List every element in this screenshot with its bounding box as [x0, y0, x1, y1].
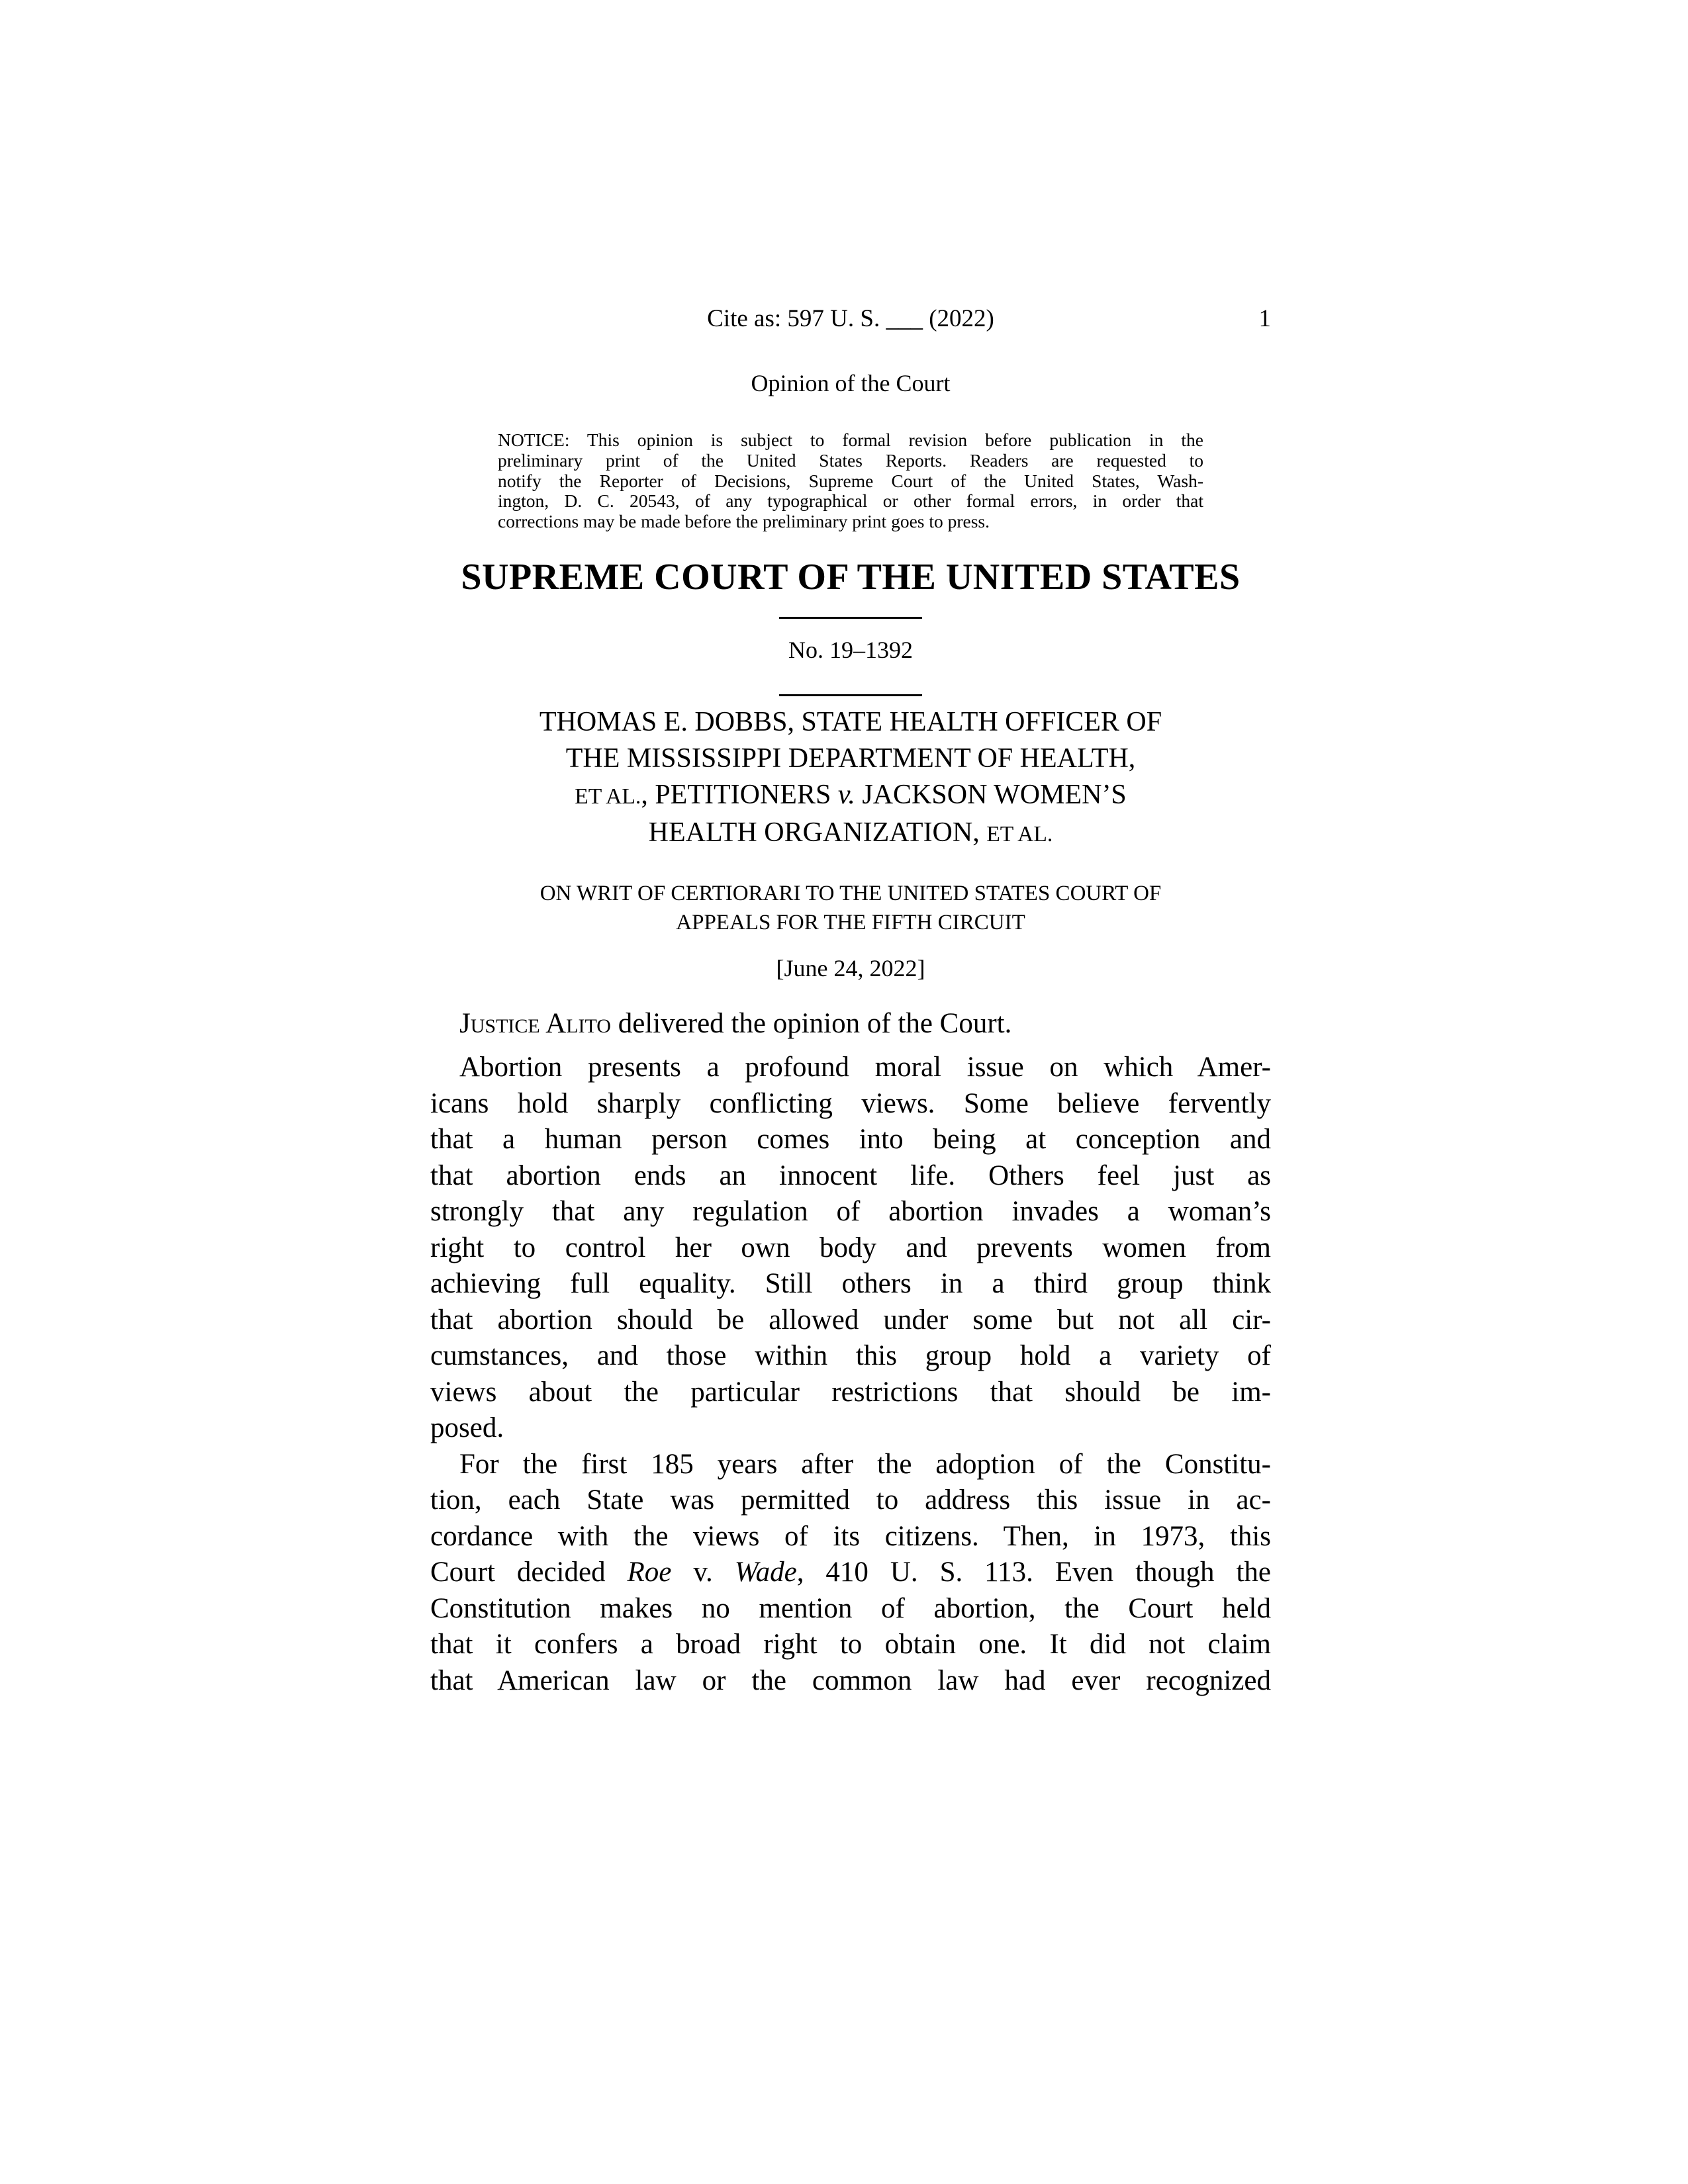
- caption-line: THE MISSISSIPPI DEPARTMENT OF HEALTH,: [565, 743, 1136, 774]
- body-line: Court decided Roe v. Wade, 410 U. S. 113. Even though the: [430, 1557, 1271, 1588]
- decision-date: [June 24, 2022]: [776, 954, 925, 981]
- body-line: right to control her own body and prevents women from: [430, 1232, 1271, 1263]
- cite-line: Cite as: 597 U. S. ___ (2022): [707, 305, 994, 332]
- body-line: posed.: [430, 1412, 504, 1444]
- notice-line: notify the Reporter of Decisions, Supreme Court of the United States, Wash-: [498, 470, 1203, 491]
- divider-rule: [779, 617, 922, 619]
- text-column: [430, 0, 1271, 1699]
- court-title: SUPREME COURT OF THE UNITED STATES: [461, 556, 1241, 598]
- body-line: tion, each State was permitted to address this issue in ac-: [430, 1484, 1271, 1516]
- body-line: that a human person comes into being at conception and: [430, 1124, 1271, 1156]
- running-head: Opinion of the Court: [751, 370, 951, 396]
- body-paragraph: [430, 1447, 1271, 1700]
- body-line: cumstances, and those within this group hold a variety of: [430, 1340, 1271, 1372]
- running-header: [430, 304, 1271, 335]
- opinion-paragraphs: [430, 1050, 1271, 1699]
- body-line: that it confers a broad right to obtain one. It did not claim: [430, 1629, 1271, 1661]
- opinion-body: [430, 1006, 1271, 1700]
- body-line: For the first 185 years after the adoption of the Constitu-: [459, 1448, 1271, 1480]
- notice-line: corrections may be made before the preliminary print goes to press.: [498, 511, 990, 532]
- body-line: strongly that any regulation of abortion invades a woman’s: [430, 1196, 1271, 1228]
- notice-line: ington, D. C. 20543, of any typographical or other formal errors, in order that: [498, 490, 1203, 512]
- caption-line: HEALTH ORGANIZATION, ET AL.: [648, 817, 1053, 848]
- notice-line: NOTICE: This opinion is subject to formal revision before publication in the: [498, 430, 1203, 450]
- body-line: Abortion presents a profound moral issue on which Amer-: [459, 1052, 1271, 1083]
- body-line: that American law or the common law had ever recognized: [430, 1664, 1271, 1696]
- certiorari-line: ON WRIT OF CERTIORARI TO THE UNITED STATES COURT OF: [539, 881, 1162, 905]
- body-line: icans hold sharply conflicting views. Some believe fervently: [430, 1087, 1271, 1119]
- opinion-author-line: Justice Alito delivered the opinion of the Court.: [459, 1007, 1012, 1039]
- case-caption: [430, 704, 1271, 852]
- body-line: that abortion should be allowed under some but not all cir-: [430, 1304, 1271, 1336]
- docket-number: No. 19–1392: [788, 636, 913, 663]
- page-number: 1: [1258, 305, 1271, 332]
- notice-line: preliminary print of the United States Reports. Readers are requested to: [498, 449, 1203, 471]
- body-line: cordance with the views of its citizens. Then, in 1973, this: [430, 1520, 1271, 1552]
- body-paragraph: [430, 1050, 1271, 1447]
- certiorari-statement: [430, 879, 1271, 937]
- body-line: achieving full equality. Still others in a third group think: [430, 1268, 1271, 1300]
- body-line: Constitution makes no mention of abortion, the Court held: [430, 1592, 1271, 1624]
- body-line: that abortion ends an innocent life. Others feel just as: [430, 1160, 1271, 1191]
- caption-line: THOMAS E. DOBBS, STATE HEALTH OFFICER OF: [539, 706, 1162, 737]
- notice-block: [498, 430, 1203, 532]
- body-line: views about the particular restrictions that should be im-: [430, 1376, 1271, 1408]
- certiorari-line: APPEALS FOR THE FIFTH CIRCUIT: [676, 910, 1025, 934]
- divider-rule: [779, 694, 922, 696]
- caption-line: ET AL., PETITIONERS v. JACKSON WOMEN’S: [575, 779, 1127, 810]
